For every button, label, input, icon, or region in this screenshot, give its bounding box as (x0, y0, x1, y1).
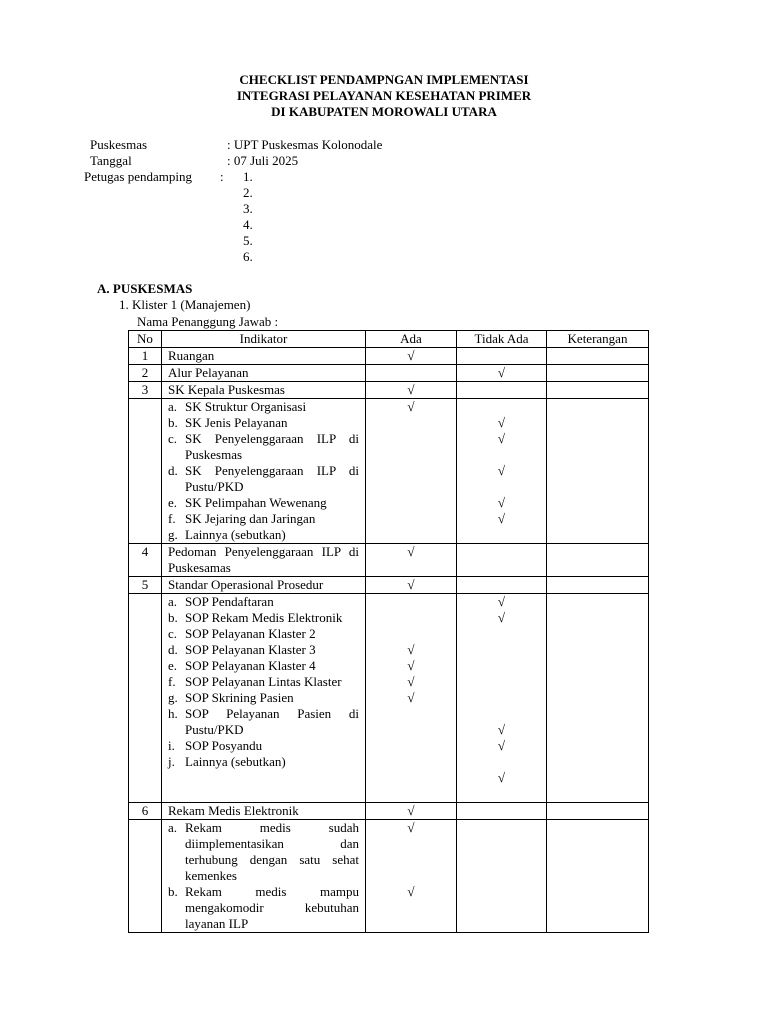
indikator-cell (162, 803, 366, 820)
tidak-ada-cell (457, 544, 547, 577)
indikator-cell (162, 544, 366, 577)
keterangan-cell (547, 348, 649, 365)
sub-item-text: SK Struktur Organisasi (185, 399, 307, 414)
title-line-1: CHECKLIST PENDAMPNGAN IMPLEMENTASI (239, 72, 529, 87)
check-mark (366, 770, 456, 786)
indikator-text: Standar Operasional Prosedur (168, 577, 324, 592)
sub-item-letter: g. (168, 690, 178, 705)
check-mark: √ (497, 738, 506, 753)
sub-item (168, 884, 359, 932)
check-mark (457, 399, 546, 415)
sub-item (168, 690, 359, 706)
sub-item (168, 642, 359, 658)
title-line-2: INTEGRASI PELAYANAN KESEHATAN PRIMER (236, 88, 532, 103)
sub-item-text: SOP Pelayanan Klaster 4 (185, 658, 316, 673)
check-mark: √ (497, 511, 506, 526)
no-cell: 1 (129, 348, 162, 365)
sub-item-letter: d. (168, 642, 178, 657)
table-row (129, 594, 649, 803)
ada-cell (366, 594, 457, 803)
check-mark (366, 431, 456, 463)
check-mark (366, 463, 456, 495)
check-mark: √ (407, 690, 415, 705)
check-mark (366, 738, 456, 770)
sub-item (168, 594, 359, 610)
sub-item-text: SK Jejaring dan Jaringan (185, 511, 316, 526)
check-mark: √ (497, 431, 506, 446)
check-mark (366, 495, 456, 511)
tanggal-label: Tanggal (90, 153, 132, 168)
check-mark: √ (407, 642, 415, 657)
keterangan-cell (547, 399, 649, 544)
sub-item-letter: a. (168, 399, 178, 414)
check-mark (457, 690, 546, 722)
table-row (129, 382, 649, 399)
petugas-colon: : (220, 169, 224, 184)
indikator-cell (162, 399, 366, 544)
sub-item-letter: i. (168, 738, 175, 753)
check-mark: √ (497, 594, 506, 609)
sub-item-text: Lainnya (sebutkan) (185, 754, 286, 769)
sub-item-text: SOP Rekam Medis Elektronik (185, 610, 343, 625)
sub-item (168, 658, 359, 674)
indikator-text: Ruangan (168, 348, 215, 363)
sub-item-letter: h. (168, 706, 178, 721)
sub-item-text: SOP Pendaftaran (185, 594, 274, 609)
document-title (0, 72, 768, 120)
puskesmas-label: Puskesmas (90, 137, 148, 152)
ada-cell: √ (366, 803, 457, 820)
klister-heading: 1. Klister 1 (Manajemen) (119, 297, 251, 312)
check-mark: √ (497, 415, 506, 430)
sub-item (168, 820, 359, 884)
table-row (129, 820, 649, 933)
no-cell (129, 594, 162, 803)
ada-cell: √ (366, 544, 457, 577)
sub-item-text: SK Penyelenggaraan ILP di Pustu/PKD (185, 463, 359, 494)
check-mark: √ (407, 674, 415, 689)
sub-item-letter: j. (168, 754, 175, 769)
check-mark: √ (497, 463, 506, 478)
sub-item-letter: a. (168, 594, 178, 609)
table-header-row (129, 331, 649, 348)
check-mark (457, 786, 546, 802)
check-mark (457, 642, 546, 658)
check-mark (457, 674, 546, 690)
tidak-ada-cell (457, 348, 547, 365)
checklist-table (128, 330, 649, 933)
ada-cell: √ (366, 348, 457, 365)
check-mark (366, 610, 456, 642)
table-row (129, 803, 649, 820)
ada-cell (366, 820, 457, 933)
ada-cell: √ (366, 577, 457, 594)
indikator-text: Pedoman Penyelenggaraan ILP di Puskesamas (168, 544, 359, 575)
indikator-cell (162, 594, 366, 803)
indikator-cell (162, 577, 366, 594)
petugas-number: 5. (243, 233, 253, 248)
ada-cell: √ (366, 382, 457, 399)
tidak-ada-cell (457, 399, 547, 544)
sub-item (168, 706, 359, 738)
keterangan-cell (547, 820, 649, 933)
petugas-number: 1. (243, 169, 253, 184)
tidak-ada-cell (457, 382, 547, 399)
check-mark: √ (497, 610, 506, 625)
check-mark (366, 722, 456, 738)
sub-item (168, 415, 359, 431)
indikator-cell (162, 348, 366, 365)
sub-item-letter: c. (168, 431, 178, 446)
table-row (129, 399, 649, 544)
check-mark (366, 415, 456, 431)
no-cell: 3 (129, 382, 162, 399)
sub-item-text: Rekam medis sudah diimplementasikan dan terhubung dengan satu sehat kemenkes (185, 820, 359, 883)
petugas-number: 6. (243, 249, 253, 264)
sub-item-letter: e. (168, 495, 178, 510)
check-mark: √ (407, 884, 415, 899)
no-cell (129, 399, 162, 544)
header-indikator: Indikator (162, 331, 366, 348)
sub-item (168, 495, 359, 511)
sub-item-text: SOP Pelayanan Pasien di Pustu/PKD (185, 706, 359, 737)
table-row (129, 577, 649, 594)
sub-item (168, 431, 359, 463)
tidak-ada-cell (457, 820, 547, 933)
sub-item-text: SOP Pelayanan Klaster 2 (185, 626, 316, 641)
keterangan-cell (547, 382, 649, 399)
sub-item-letter: a. (168, 820, 178, 835)
title-line-3: DI KABUPATEN MOROWALI UTARA (271, 104, 497, 119)
sub-item (168, 463, 359, 495)
header-tidak-ada: Tidak Ada (457, 331, 547, 348)
indikator-cell (162, 382, 366, 399)
sub-item (168, 754, 359, 770)
indikator-text: SK Kepala Puskesmas (168, 382, 285, 397)
check-mark (366, 527, 456, 543)
sub-item-letter: b. (168, 610, 178, 625)
sub-item-text: SOP Skrining Pasien (185, 690, 294, 705)
no-cell: 6 (129, 803, 162, 820)
sub-item (168, 738, 359, 754)
check-mark: √ (407, 658, 415, 673)
tanggal-value: : 07 Juli 2025 (227, 153, 299, 168)
check-mark: √ (497, 770, 506, 785)
tidak-ada-cell (457, 803, 547, 820)
keterangan-cell (547, 577, 649, 594)
ada-cell (366, 399, 457, 544)
sub-item-letter: b. (168, 884, 178, 899)
check-mark (457, 820, 546, 884)
table-row (129, 544, 649, 577)
check-mark: √ (407, 820, 415, 835)
sub-item-text: SOP Pelayanan Klaster 3 (185, 642, 316, 657)
check-mark: √ (407, 399, 415, 414)
penanggung-jawab-label: Nama Penanggung Jawab : (137, 314, 279, 329)
sub-item-text: Rekam medis mampu mengakomodir kebutuhan layanan ILP (185, 884, 359, 931)
table-row (129, 365, 649, 382)
sub-item-letter: f. (168, 511, 176, 526)
sub-item-text: SOP Pelayanan Lintas Klaster (185, 674, 342, 689)
sub-item-text: SK Pelimpahan Wewenang (185, 495, 327, 510)
keterangan-cell (547, 594, 649, 803)
check-mark (457, 527, 546, 543)
petugas-label: Petugas pendamping (84, 169, 192, 184)
sub-item-text: SOP Posyandu (185, 738, 263, 753)
check-mark: √ (497, 495, 506, 510)
indikator-text: Rekam Medis Elektronik (168, 803, 299, 818)
sub-item-letter: f. (168, 674, 176, 689)
indikator-cell (162, 820, 366, 933)
sub-item (168, 527, 359, 543)
check-mark: √ (497, 722, 506, 737)
check-mark (457, 658, 546, 674)
table-row (129, 348, 649, 365)
indikator-cell (162, 365, 366, 382)
sub-item-letter: b. (168, 415, 178, 430)
keterangan-cell (547, 544, 649, 577)
sub-item-letter: g. (168, 527, 178, 542)
header-ada: Ada (366, 331, 457, 348)
petugas-number: 4. (243, 217, 253, 232)
header-keterangan: Keterangan (547, 331, 649, 348)
ada-cell (366, 365, 457, 382)
petugas-number: 3. (243, 201, 253, 216)
check-mark (366, 594, 456, 610)
check-mark (366, 786, 456, 802)
sub-item-text: SK Jenis Pelayanan (185, 415, 288, 430)
sub-item-text: Lainnya (sebutkan) (185, 527, 286, 542)
section-heading: A. PUSKESMAS (97, 281, 193, 296)
sub-item (168, 399, 359, 415)
header-no: No (129, 331, 162, 348)
tidak-ada-cell: √ (457, 365, 547, 382)
no-cell: 4 (129, 544, 162, 577)
tidak-ada-cell (457, 594, 547, 803)
sub-item (168, 511, 359, 527)
check-mark (457, 884, 546, 932)
puskesmas-value: : UPT Puskesmas Kolonodale (227, 137, 383, 152)
sub-item (168, 674, 359, 690)
check-mark (366, 511, 456, 527)
indikator-text: Alur Pelayanan (168, 365, 249, 380)
tidak-ada-cell (457, 577, 547, 594)
sub-item-letter: e. (168, 658, 178, 673)
sub-item (168, 610, 359, 626)
sub-item-letter: d. (168, 463, 178, 478)
keterangan-cell (547, 365, 649, 382)
no-cell (129, 820, 162, 933)
sub-item-letter: c. (168, 626, 178, 641)
no-cell: 5 (129, 577, 162, 594)
petugas-number: 2. (243, 185, 253, 200)
no-cell: 2 (129, 365, 162, 382)
keterangan-cell (547, 803, 649, 820)
sub-item (168, 626, 359, 642)
sub-item-text: SK Penyelenggaraan ILP di Puskesmas (185, 431, 359, 462)
